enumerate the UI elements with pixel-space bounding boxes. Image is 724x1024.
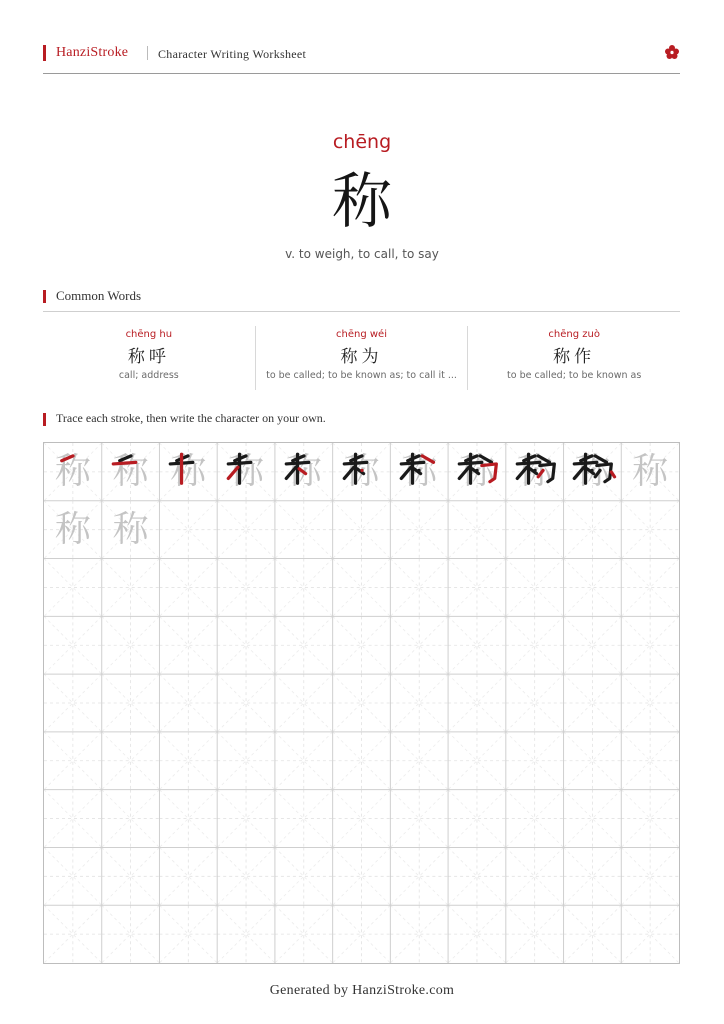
footer-credit: Generated by HanziStroke.com: [269, 983, 455, 998]
character-pinyin: chēng: [332, 131, 392, 153]
worksheet-header: [43, 42, 680, 74]
trace-character: 称: [54, 508, 91, 550]
word-pinyin: chēng wéi: [336, 329, 387, 340]
stroke-step-9: [506, 443, 564, 501]
stroke-step-4: [217, 443, 275, 501]
header-divider: [147, 46, 148, 60]
section-accent-bar: [43, 290, 46, 303]
trace-character: 称: [516, 450, 553, 492]
trace-character: 称: [632, 450, 669, 492]
stroke-step-8: [448, 443, 506, 501]
common-words-title: Common Words: [56, 288, 142, 303]
stroke-step-7: [390, 443, 448, 501]
stroke-step-2: [102, 443, 160, 501]
trace-character: 称: [228, 450, 265, 492]
word-pinyin: chēng zuò: [548, 329, 600, 340]
word-meaning: to be called; to be known as: [507, 370, 642, 381]
common-words-heading: [43, 288, 680, 312]
section-accent-bar: [43, 413, 46, 426]
trace-character: 称: [458, 450, 495, 492]
trace-character: 称: [54, 450, 91, 492]
stroke-step-6: [333, 443, 391, 501]
word-hanzi: 称作: [553, 347, 596, 367]
stroke-step-5: [275, 443, 333, 501]
main-character: 称: [332, 167, 392, 237]
stroke-step-3: [159, 443, 217, 501]
trace-character: 称: [285, 450, 322, 492]
word-pinyin: chēng hu: [125, 329, 173, 340]
word-item: [255, 326, 468, 390]
word-hanzi: 称呼: [127, 347, 170, 367]
trace-character: 称: [401, 450, 438, 492]
brand-accent-bar: [43, 45, 46, 61]
practice-instruction: Trace each stroke, then write the character on your own.: [56, 411, 326, 425]
word-item: [43, 326, 255, 390]
common-words-list: [43, 326, 680, 390]
trace-character: 称: [170, 450, 207, 492]
plum-flower-icon: [664, 44, 680, 60]
stroke-step-1: [44, 443, 102, 501]
trace-character: 称: [343, 450, 380, 492]
practice-grid[interactable]: [43, 442, 680, 964]
trace-character: 称: [112, 450, 149, 492]
stroke-step-10: [563, 443, 621, 501]
character-meaning: v. to weigh, to call, to say: [285, 247, 439, 261]
practice-instruction-heading: [43, 411, 680, 429]
trace-character: 称: [112, 508, 149, 550]
word-item: [467, 326, 680, 390]
brand-name[interactable]: HanziStroke: [56, 45, 129, 60]
word-meaning: call; address: [118, 370, 179, 381]
trace-character: 称: [574, 450, 611, 492]
word-meaning: to be called; to be known as; to call it ...: [266, 370, 457, 381]
word-hanzi: 称为: [340, 347, 383, 367]
worksheet-subtitle: Character Writing Worksheet: [158, 47, 307, 61]
